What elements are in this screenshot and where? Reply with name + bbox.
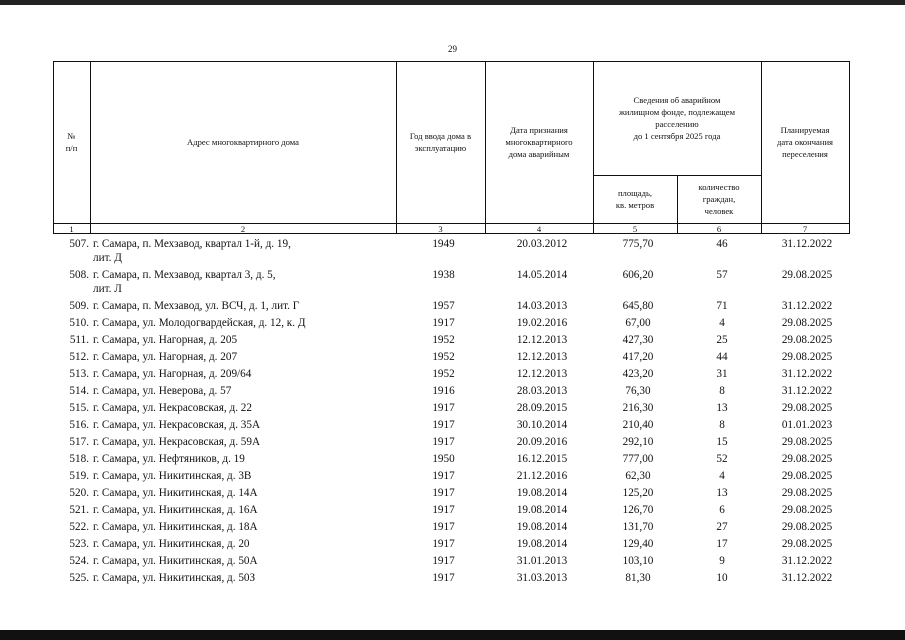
row-year-built: 1917 xyxy=(432,538,455,550)
row-residents: 25 xyxy=(716,334,728,346)
row-date-declared: 19.08.2014 xyxy=(516,487,568,499)
row-number: 519. xyxy=(69,470,89,482)
row-area: 292,10 xyxy=(622,436,654,448)
row-area: 427,30 xyxy=(622,334,654,346)
row-address-cell xyxy=(89,269,399,300)
column-number: 3 xyxy=(438,224,443,234)
row-address-cell xyxy=(89,521,399,538)
row-date-declared: 12.12.2013 xyxy=(516,351,568,363)
row-address: г. Самара, ул. Никитинская, д. 18А xyxy=(93,521,258,533)
row-area: 67,00 xyxy=(625,317,651,329)
row-relocation-end: 29.08.2025 xyxy=(781,538,833,550)
row-number: 513. xyxy=(69,368,89,380)
row-address-cell xyxy=(89,300,399,317)
row-year-built: 1957 xyxy=(432,300,455,312)
row-relocation-end: 31.12.2022 xyxy=(781,555,833,567)
row-area: 423,20 xyxy=(622,368,654,380)
row-date-declared: 12.12.2013 xyxy=(516,334,568,346)
row-address-cell xyxy=(89,453,399,470)
row-number: 524. xyxy=(69,555,89,567)
row-address-cell xyxy=(89,504,399,521)
row-area: 645,80 xyxy=(622,300,654,312)
table-row xyxy=(53,385,850,402)
row-date-declared: 20.03.2012 xyxy=(516,238,568,250)
row-residents: 15 xyxy=(716,436,728,448)
row-residents: 27 xyxy=(716,521,728,533)
row-date-declared: 30.10.2014 xyxy=(516,419,568,431)
row-date-declared: 19.08.2014 xyxy=(516,504,568,516)
table-row xyxy=(53,368,850,385)
row-address-cell xyxy=(89,351,399,368)
row-address: г. Самара, ул. Нефтяников, д. 19 xyxy=(93,453,245,465)
row-date-declared: 28.09.2015 xyxy=(516,402,568,414)
row-number: 509. xyxy=(69,300,89,312)
row-address: г. Самара, ул. Молодогвардейская, д. 12, к. Д xyxy=(93,317,306,329)
row-residents: 4 xyxy=(719,317,725,329)
scan-bottom-edge xyxy=(0,630,905,640)
housing-table-body xyxy=(53,238,850,589)
row-year-built: 1952 xyxy=(432,351,455,363)
row-relocation-end: 29.08.2025 xyxy=(781,402,833,414)
row-year-built: 1917 xyxy=(432,317,455,329)
table-row xyxy=(53,521,850,538)
row-address-line2: лит. Л xyxy=(93,282,122,295)
row-date-declared: 20.09.2016 xyxy=(516,436,568,448)
row-address: г. Самара, ул. Некрасовская, д. 59А xyxy=(93,436,261,448)
row-year-built: 1917 xyxy=(432,555,455,567)
table-row xyxy=(53,487,850,504)
row-date-declared: 28.03.2013 xyxy=(516,385,568,397)
row-year-built: 1917 xyxy=(432,487,455,499)
row-relocation-end: 29.08.2025 xyxy=(781,521,833,533)
page-number: 29 xyxy=(448,44,457,54)
table-row xyxy=(53,351,850,368)
row-number: 514. xyxy=(69,385,89,397)
row-area: 126,70 xyxy=(622,504,654,516)
row-date-declared: 19.08.2014 xyxy=(516,538,568,550)
row-address: г. Самара, п. Мехзавод, квартал 1-й, д. 19, xyxy=(93,238,291,250)
row-number: 507. xyxy=(69,238,89,250)
row-relocation-end: 31.12.2022 xyxy=(781,572,833,584)
row-relocation-end: 29.08.2025 xyxy=(781,351,833,363)
row-residents: 13 xyxy=(716,487,728,499)
table-row xyxy=(53,453,850,470)
column-number: 6 xyxy=(716,224,722,234)
row-year-built: 1917 xyxy=(432,572,455,584)
row-residents: 8 xyxy=(719,385,725,397)
table-row xyxy=(53,402,850,419)
row-year-built: 1917 xyxy=(432,436,455,448)
table-row xyxy=(53,555,850,572)
row-relocation-end: 31.12.2022 xyxy=(781,385,833,397)
row-address-cell xyxy=(89,402,399,419)
row-number: 521. xyxy=(69,504,89,516)
row-year-built: 1938 xyxy=(432,269,455,281)
row-area: 417,20 xyxy=(622,351,654,363)
row-number: 512. xyxy=(69,351,89,363)
row-relocation-end: 29.08.2025 xyxy=(781,269,833,281)
header-col-people: количество граждан, человек xyxy=(698,182,740,216)
row-number: 525. xyxy=(69,572,89,584)
row-date-declared: 12.12.2013 xyxy=(516,368,568,380)
row-year-built: 1917 xyxy=(432,504,455,516)
row-area: 606,20 xyxy=(622,269,654,281)
row-residents: 31 xyxy=(716,368,728,380)
row-relocation-end: 31.12.2022 xyxy=(781,368,833,380)
row-address: г. Самара, ул. Нагорная, д. 209/64 xyxy=(93,368,252,380)
row-date-declared: 14.05.2014 xyxy=(516,269,568,281)
row-number: 520. xyxy=(69,487,89,499)
table-row xyxy=(53,504,850,521)
row-area: 216,30 xyxy=(622,402,654,414)
header-col-area: площадь, кв. метров xyxy=(615,188,655,210)
row-residents: 9 xyxy=(719,555,725,567)
row-address: г. Самара, ул. Никитинская, д. 3В xyxy=(93,470,252,482)
row-area: 777,00 xyxy=(622,453,654,465)
table-row xyxy=(53,334,850,351)
row-residents: 52 xyxy=(716,453,728,465)
row-address: г. Самара, ул. Никитинская, д. 50З xyxy=(93,572,256,584)
row-address-cell xyxy=(89,368,399,385)
row-year-built: 1917 xyxy=(432,521,455,533)
table-row xyxy=(53,419,850,436)
table-row xyxy=(53,238,850,269)
row-residents: 4 xyxy=(719,470,725,482)
row-relocation-end: 01.01.2023 xyxy=(781,419,833,431)
row-relocation-end: 31.12.2022 xyxy=(781,238,833,250)
row-area: 775,70 xyxy=(622,238,654,250)
row-address: г. Самара, ул. Никитинская, д. 50А xyxy=(93,555,258,567)
row-residents: 8 xyxy=(719,419,725,431)
row-address-cell xyxy=(89,385,399,402)
row-address-cell xyxy=(89,470,399,487)
row-address-cell xyxy=(89,317,399,334)
table-row xyxy=(53,470,850,487)
row-number: 508. xyxy=(69,269,89,281)
column-number: 2 xyxy=(240,224,246,234)
row-area: 62,30 xyxy=(625,470,651,482)
row-number: 518. xyxy=(69,453,89,465)
header-col-date: Дата признания многоквартирного дома аварийным xyxy=(505,125,573,159)
table-row xyxy=(53,436,850,453)
header-col-year: Год ввода дома в эксплуатацию xyxy=(409,131,472,153)
row-area: 103,10 xyxy=(622,555,654,567)
row-residents: 46 xyxy=(716,238,728,250)
table-row xyxy=(53,300,850,317)
table-header xyxy=(53,61,850,234)
row-address: г. Самара, ул. Нагорная, д. 207 xyxy=(93,351,238,363)
row-address: г. Самара, ул. Никитинская, д. 16А xyxy=(93,504,258,516)
row-address: г. Самара, п. Мехзавод, квартал 3, д. 5, xyxy=(93,269,276,281)
row-number: 511. xyxy=(69,334,89,346)
row-address-cell xyxy=(89,238,399,269)
column-number: 4 xyxy=(536,224,542,234)
table-row xyxy=(53,572,850,589)
row-address: г. Самара, ул. Неверова, д. 57 xyxy=(93,385,232,397)
table-row xyxy=(53,269,850,300)
column-number: 7 xyxy=(802,224,808,234)
row-area: 129,40 xyxy=(622,538,654,550)
row-relocation-end: 29.08.2025 xyxy=(781,317,833,329)
row-address-cell xyxy=(89,555,399,572)
header-col-end-date: Планируемая дата окончания переселения xyxy=(776,125,833,159)
column-number: 5 xyxy=(632,224,638,234)
row-date-declared: 14.03.2013 xyxy=(516,300,568,312)
row-relocation-end: 29.08.2025 xyxy=(781,436,833,448)
row-address-cell xyxy=(89,538,399,555)
row-relocation-end: 29.08.2025 xyxy=(781,453,833,465)
row-address-line2: лит. Д xyxy=(93,251,122,264)
row-year-built: 1950 xyxy=(432,453,455,465)
row-residents: 44 xyxy=(716,351,728,363)
row-year-built: 1949 xyxy=(432,238,455,250)
row-date-declared: 16.12.2015 xyxy=(516,453,568,465)
row-relocation-end: 29.08.2025 xyxy=(781,487,833,499)
row-number: 517. xyxy=(69,436,89,448)
row-relocation-end: 31.12.2022 xyxy=(781,300,833,312)
row-residents: 71 xyxy=(716,300,728,312)
row-residents: 6 xyxy=(719,504,725,516)
row-date-declared: 19.08.2014 xyxy=(516,521,568,533)
row-year-built: 1952 xyxy=(432,334,455,346)
row-number: 515. xyxy=(69,402,89,414)
row-relocation-end: 29.08.2025 xyxy=(781,504,833,516)
row-address: г. Самара, ул. Некрасовская, д. 22 xyxy=(93,402,252,414)
row-number: 523. xyxy=(69,538,89,550)
row-address-cell xyxy=(89,487,399,504)
row-year-built: 1917 xyxy=(432,402,455,414)
row-address: г. Самара, п. Мехзавод, ул. ВСЧ, д. 1, лит. Г xyxy=(93,300,300,312)
row-residents: 13 xyxy=(716,402,728,414)
row-relocation-end: 29.08.2025 xyxy=(781,470,833,482)
table-row xyxy=(53,538,850,555)
scan-top-edge xyxy=(0,0,905,5)
header-col-group: Сведения об аварийном жилищном фонде, подлежащем расселению до 1 сентября 2025 года xyxy=(618,95,736,141)
row-address: г. Самара, ул. Никитинская, д. 20 xyxy=(93,538,250,550)
header-col-address: Адрес многоквартирного дома xyxy=(187,137,299,147)
row-residents: 17 xyxy=(716,538,728,550)
row-year-built: 1916 xyxy=(432,385,455,397)
row-date-declared: 21.12.2016 xyxy=(516,470,568,482)
row-year-built: 1952 xyxy=(432,368,455,380)
row-address-cell xyxy=(89,572,399,589)
row-area: 81,30 xyxy=(625,572,651,584)
row-date-declared: 19.02.2016 xyxy=(516,317,568,329)
table-row xyxy=(53,317,850,334)
row-date-declared: 31.01.2013 xyxy=(516,555,568,567)
row-address-cell xyxy=(89,334,399,351)
row-date-declared: 31.03.2013 xyxy=(516,572,568,584)
row-year-built: 1917 xyxy=(432,419,455,431)
row-area: 76,30 xyxy=(625,385,651,397)
header-col-no: № п/п xyxy=(65,131,78,153)
row-relocation-end: 29.08.2025 xyxy=(781,334,833,346)
row-number: 522. xyxy=(69,521,89,533)
row-address-cell xyxy=(89,436,399,453)
row-address: г. Самара, ул. Никитинская, д. 14А xyxy=(93,487,258,499)
column-number: 1 xyxy=(69,224,74,234)
row-area: 210,40 xyxy=(622,419,654,431)
row-year-built: 1917 xyxy=(432,470,455,482)
row-area: 131,70 xyxy=(622,521,654,533)
row-address: г. Самара, ул. Нагорная, д. 205 xyxy=(93,334,238,346)
row-address-cell xyxy=(89,419,399,436)
row-residents: 10 xyxy=(716,572,728,584)
row-address: г. Самара, ул. Некрасовская, д. 35А xyxy=(93,419,261,431)
row-residents: 57 xyxy=(716,269,728,281)
row-number: 510. xyxy=(69,317,89,329)
row-number: 516. xyxy=(69,419,89,431)
row-area: 125,20 xyxy=(622,487,654,499)
